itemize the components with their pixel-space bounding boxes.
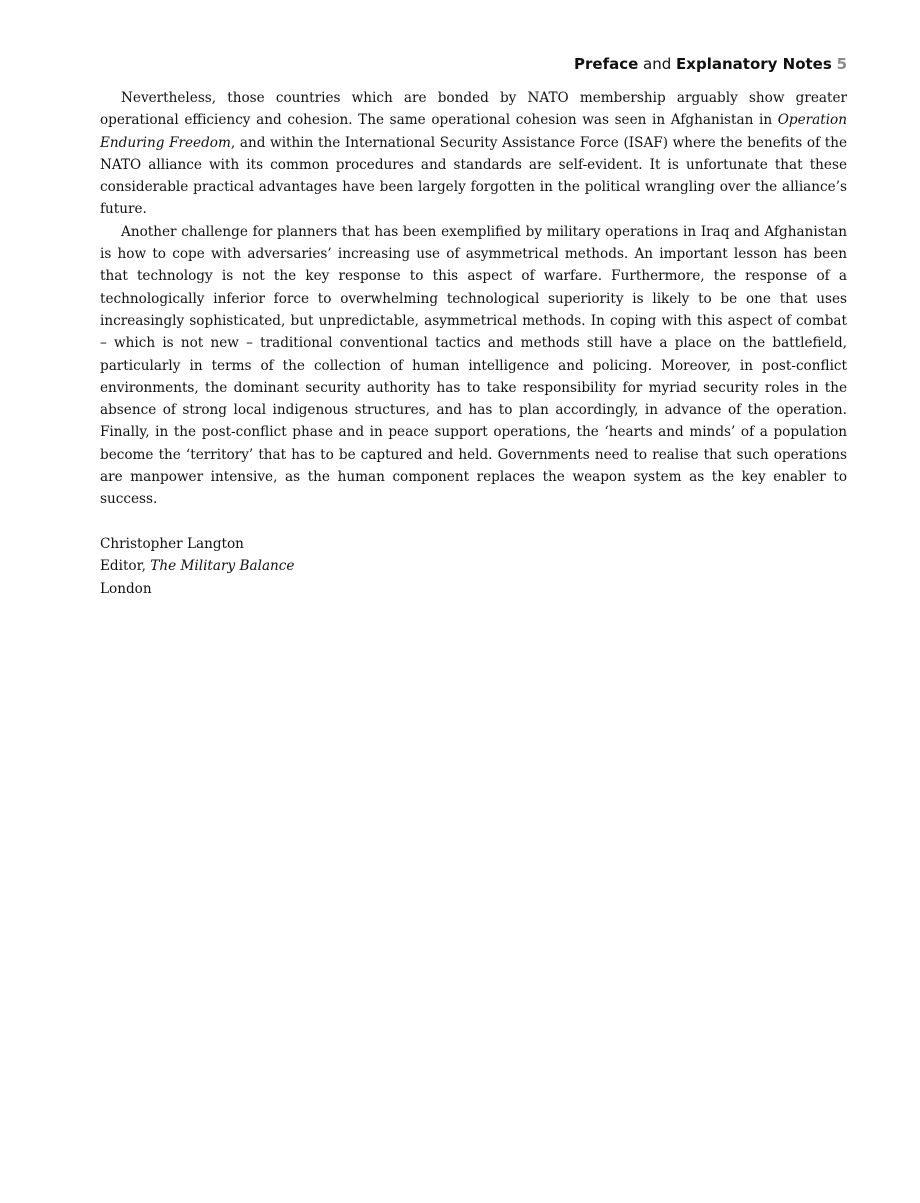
running-head: [574, 55, 847, 73]
paragraph-2: Another challenge for planners that has been exemplified by military operations in Iraq and Afghanistan is how to cope with adversaries’ increasing use of asymmetrical methods. An important lesson has been that technology is not the key response to this aspect of warfare. Furthermore, the response of a technologically inferior force to overwhelming technological superiority is likely to be one that uses increasingly sophisticated, but unpredictable, asymmetrical methods. In coping with this aspect of combat – which is not new – traditional conventional tactics and methods still have a place on the battlefield, particularly in terms of the collection of human intelligence and policing. Moreover, in post-conflict environments, the dominant security authority has to take responsibility for myriad security roles in the absence of strong local indigenous structures, and has to plan accordingly, in advance of the operation. Finally, in the post-conflict phase and in peace support operations, the ‘hearts and minds’ of a population become the ‘territory’ that has to be captured and held. Governments need to realise that such operations are manpower intensive, as the human component replaces the weapon system as the key enabler to success.: [100, 223, 847, 508]
paragraph-1-italic: Operation Enduring Freedom: [100, 112, 847, 151]
page-number: 5: [836, 55, 847, 73]
body-text: [100, 87, 847, 511]
signature-role-title: The Military Balance: [150, 558, 295, 575]
running-head-explanatory-notes: Explanatory Notes: [676, 55, 832, 73]
paragraph-1-text-a: Nevertheless, those countries which are bonded by NATO membership arguably show greater operational efficiency and cohesion. The same operational cohesion was seen in Afghanistan in: [100, 90, 847, 129]
running-head-preface: Preface: [574, 55, 639, 73]
paragraph-1-text-b: , and within the International Security Assistance Force (ISAF) where the benefits of the NATO alliance with its common procedures and standards are self-evident. It is unfortunate that these considerable practical advantages have been largely forgotten in the political wrangling over the alliance’s future.: [100, 134, 848, 218]
running-head-and: and: [638, 55, 677, 73]
signature-name: Christopher Langton: [100, 536, 244, 552]
signature-role-prefix: Editor,: [100, 558, 151, 575]
signature-block: [100, 533, 294, 600]
signature-role: [100, 555, 294, 577]
paragraph-1: [100, 87, 847, 221]
signature-place: London: [100, 580, 152, 597]
